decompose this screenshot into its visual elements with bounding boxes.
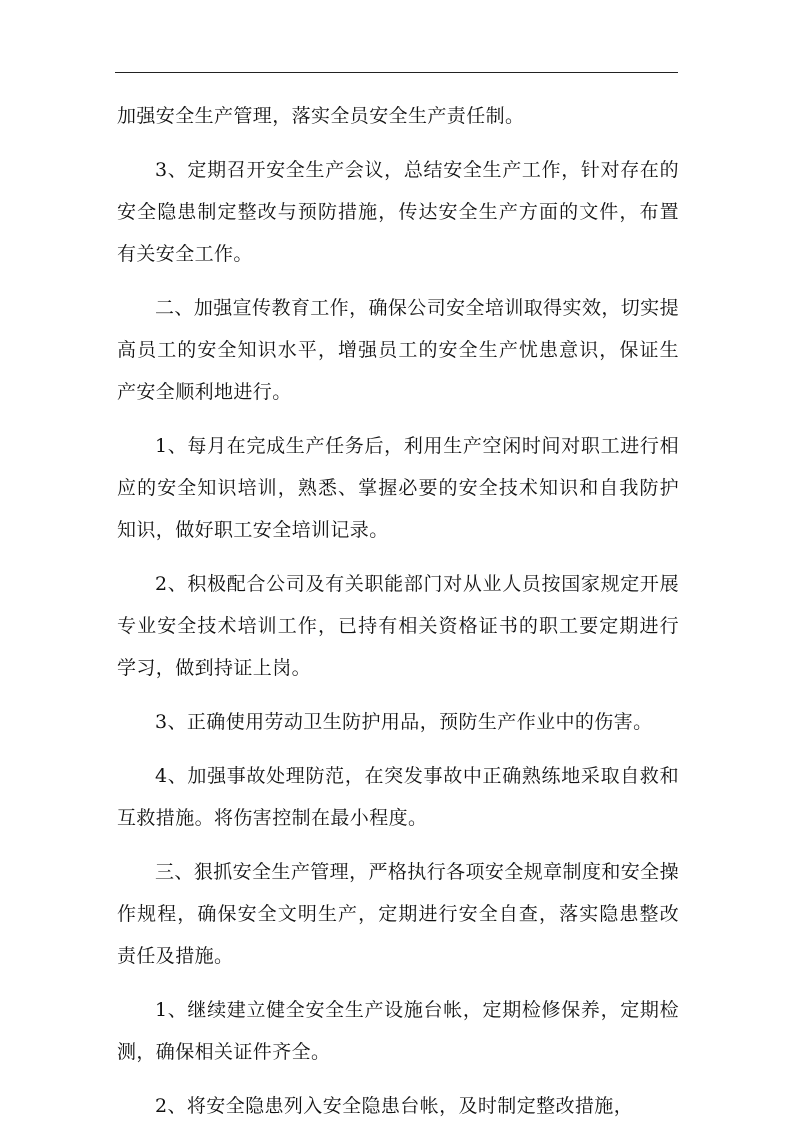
paragraph-3: 二、加强宣传教育工作，确保公司安全培训取得实效，切实提高员工的安全知识水平，增强员工的安全生产忧患意识，保证生产安全顺利地进行。: [117, 297, 679, 403]
paragraph-5: 2、积极配合公司及有关职能部门对从业人员按国家规定开展专业安全技术培训工作，已持有相关资格证书的职工要定期进行学习，做到持证上岗。: [117, 573, 679, 679]
paragraph-8: 三、狠抓安全生产管理，严格执行各项安全规章制度和安全操作规程，确保安全文明生产，定期进行安全自查，落实隐患整改责任及措施。: [117, 861, 679, 967]
paragraph-2: 3、定期召开安全生产会议，总结安全生产工作，针对存在的安全隐患制定整改与预防措施，传达安全生产方面的文件，布置有关安全工作。: [117, 159, 679, 265]
paragraph-9: 1、继续建立健全安全生产设施台帐，定期检修保养，定期检测，确保相关证件齐全。: [117, 999, 679, 1063]
header-rule: [115, 72, 678, 73]
paragraph-7: 4、加强事故处理防范，在突发事故中正确熟练地采取自救和互救措施。将伤害控制在最小程度。: [117, 765, 679, 829]
paragraph-6: 3、正确使用劳动卫生防护用品，预防生产作业中的伤害。: [155, 711, 653, 733]
paragraph-1: 加强安全生产管理，落实全员安全生产责任制。: [117, 105, 525, 127]
paragraph-10: 2、将安全隐患列入安全隐患台帐，及时制定整改措施，: [155, 1095, 634, 1117]
paragraph-4: 1、每月在完成生产任务后，利用生产空闲时间对职工进行相应的安全知识培训，熟悉、掌握必要的安全技术知识和自我防护知识，做好职工安全培训记录。: [117, 435, 679, 541]
document-body: [117, 95, 679, 1139]
